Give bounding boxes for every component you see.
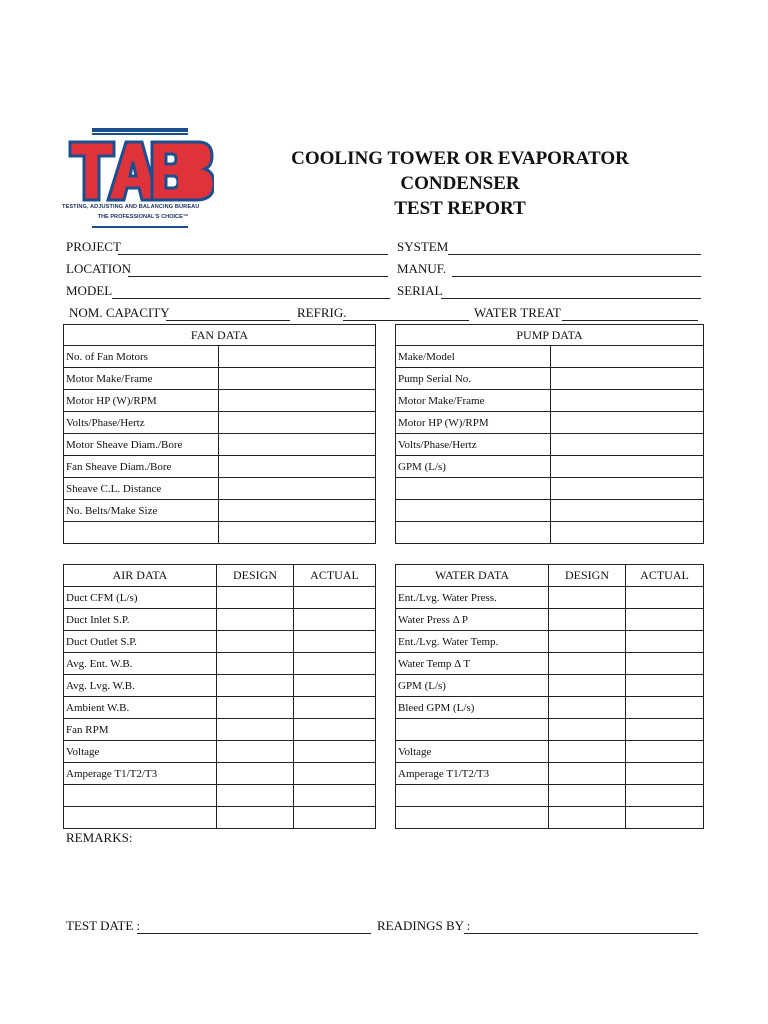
air-data-actual-value[interactable]: [294, 807, 376, 829]
system-label: SYSTEM: [397, 239, 449, 254]
air-data-row-label: Voltage: [64, 741, 217, 763]
fan-data-row-label: Motor Sheave Diam./Bore: [64, 434, 219, 456]
fan-data-row-value[interactable]: [219, 500, 376, 522]
pump-data-row-label: [396, 522, 551, 544]
pump-data-row-label: Motor HP (W)/RPM: [396, 412, 551, 434]
pump-data-row-label: Volts/Phase/Hertz: [396, 434, 551, 456]
pump-data-row: [396, 346, 704, 368]
water-data-actual-value[interactable]: [626, 697, 704, 719]
fan-data-row-value[interactable]: [219, 456, 376, 478]
fan-data-table: [63, 324, 376, 544]
fan-data-row: [64, 434, 376, 456]
air-data-actual-value[interactable]: [294, 609, 376, 631]
air-design-header: DESIGN: [217, 565, 294, 587]
fan-data-row-label: [64, 522, 219, 544]
water-data-design-value[interactable]: [549, 763, 626, 785]
air-data-actual-value[interactable]: [294, 785, 376, 807]
air-data-row-label: [64, 807, 217, 829]
water-data-design-value[interactable]: [549, 609, 626, 631]
fan-data-row-value[interactable]: [219, 346, 376, 368]
water-data-row-label: [396, 807, 549, 829]
water-data-design-value[interactable]: [549, 653, 626, 675]
water-data-row: [396, 609, 704, 631]
water-data-row: [396, 653, 704, 675]
water-data-title: WATER DATA: [396, 565, 549, 587]
fan-data-row: [64, 500, 376, 522]
water-data-design-value[interactable]: [549, 631, 626, 653]
pump-data-row: [396, 478, 704, 500]
fan-data-row: [64, 478, 376, 500]
water-data-actual-value[interactable]: [626, 631, 704, 653]
air-data-actual-value[interactable]: [294, 631, 376, 653]
fan-data-row: [64, 346, 376, 368]
water-data-row: [396, 807, 704, 829]
water-data-row-label: Ent./Lvg. Water Temp.: [396, 631, 549, 653]
air-data-title: AIR DATA: [64, 565, 217, 587]
pump-data-row: [396, 368, 704, 390]
title-line-3: TEST REPORT: [394, 198, 526, 219]
pump-data-row-label: GPM (L/s): [396, 456, 551, 478]
air-data-design-value[interactable]: [217, 609, 294, 631]
refrig-field[interactable]: [343, 320, 469, 321]
water-data-row: [396, 741, 704, 763]
air-data-row-label: Amperage T1/T2/T3: [64, 763, 217, 785]
pump-data-row: [396, 434, 704, 456]
air-data-actual-value[interactable]: [294, 741, 376, 763]
pump-data-row-label: Pump Serial No.: [396, 368, 551, 390]
pump-data-row-value[interactable]: [551, 456, 704, 478]
air-data-design-value[interactable]: [217, 785, 294, 807]
water-data-design-value[interactable]: [549, 785, 626, 807]
fan-data-row-label: Motor HP (W)/RPM: [64, 390, 219, 412]
air-data-row-label: Duct Outlet S.P.: [64, 631, 217, 653]
manuf-field[interactable]: [452, 276, 701, 277]
water-data-row: [396, 719, 704, 741]
fan-data-row-label: Volts/Phase/Hertz: [64, 412, 219, 434]
air-data-design-value[interactable]: [217, 741, 294, 763]
pump-data-row-label: [396, 500, 551, 522]
air-data-row: [64, 653, 376, 675]
water-data-actual-value[interactable]: [626, 719, 704, 741]
pump-data-row: [396, 390, 704, 412]
logo-top-bar: [92, 128, 188, 132]
fan-data-row: [64, 522, 376, 544]
air-data-design-value[interactable]: [217, 763, 294, 785]
fan-data-row: [64, 412, 376, 434]
air-data-design-value[interactable]: [217, 719, 294, 741]
air-data-actual-value[interactable]: [294, 675, 376, 697]
water-data-row-label: [396, 719, 549, 741]
water-data-actual-value[interactable]: [626, 653, 704, 675]
water-data-row: [396, 631, 704, 653]
logo-bottom-bar: [92, 226, 188, 228]
location-field[interactable]: [128, 276, 388, 277]
pump-data-row-label: Motor Make/Frame: [396, 390, 551, 412]
fan-data-row-label: Motor Make/Frame: [64, 368, 219, 390]
nom-capacity-field[interactable]: [166, 320, 290, 321]
water-treat-label: WATER TREAT: [474, 305, 561, 320]
refrig-label: REFRIG.: [297, 305, 347, 320]
pump-data-row: [396, 500, 704, 522]
water-data-row-label: GPM (L/s): [396, 675, 549, 697]
air-data-row: [64, 807, 376, 829]
water-data-row: [396, 697, 704, 719]
pump-data-row-label: Make/Model: [396, 346, 551, 368]
water-data-design-value[interactable]: [549, 675, 626, 697]
logo-tagline: THE PROFESSIONAL'S CHOICE™: [97, 214, 189, 220]
water-data-actual-value[interactable]: [626, 609, 704, 631]
water-data-design-value[interactable]: [549, 741, 626, 763]
air-data-actual-value[interactable]: [294, 719, 376, 741]
fan-data-row-value[interactable]: [219, 522, 376, 544]
pump-data-row-value[interactable]: [551, 434, 704, 456]
project-label: PROJECT: [66, 239, 121, 254]
air-data-row-label: Avg. Lvg. W.B.: [64, 675, 217, 697]
water-data-row: [396, 763, 704, 785]
report-title: [250, 146, 670, 221]
fan-data-row: [64, 368, 376, 390]
test-date-field[interactable]: [137, 933, 371, 934]
nom-capacity-label: NOM. CAPACITY: [69, 305, 170, 320]
water-data-actual-value[interactable]: [626, 807, 704, 829]
air-data-row: [64, 675, 376, 697]
serial-label: SERIAL: [397, 283, 443, 298]
water-data-actual-value[interactable]: [626, 741, 704, 763]
water-data-actual-value[interactable]: [626, 587, 704, 609]
pump-data-row-value[interactable]: [551, 412, 704, 434]
pump-data-row: [396, 456, 704, 478]
pump-data-row-value[interactable]: [551, 368, 704, 390]
fan-data-title: FAN DATA: [64, 325, 376, 346]
water-design-header: DESIGN: [549, 565, 626, 587]
air-data-row: [64, 763, 376, 785]
water-data-row: [396, 587, 704, 609]
water-treat-field[interactable]: [562, 320, 698, 321]
title-line-1: COOLING TOWER OR EVAPORATOR: [291, 148, 629, 169]
fan-data-row-label: Sheave C.L. Distance: [64, 478, 219, 500]
pump-data-row-value[interactable]: [551, 390, 704, 412]
test-date-label: TEST DATE :: [66, 918, 141, 933]
air-data-row-label: Avg. Ent. W.B.: [64, 653, 217, 675]
water-data-row-label: Water Temp Δ T: [396, 653, 549, 675]
air-data-row-label: Ambient W.B.: [64, 697, 217, 719]
fan-data-row-value[interactable]: [219, 434, 376, 456]
air-data-actual-value[interactable]: [294, 763, 376, 785]
fan-data-row-label: Fan Sheave Diam./Bore: [64, 456, 219, 478]
water-data-design-value[interactable]: [549, 807, 626, 829]
water-data-row-label: Water Press Δ P: [396, 609, 549, 631]
fan-data-row: [64, 456, 376, 478]
air-data-row-label: [64, 785, 217, 807]
air-data-row: [64, 719, 376, 741]
remarks-area[interactable]: [66, 848, 702, 908]
pump-data-row: [396, 522, 704, 544]
air-data-row: [64, 631, 376, 653]
fan-data-row-label: No. Belts/Make Size: [64, 500, 219, 522]
title-line-2: CONDENSER: [400, 173, 520, 194]
logo-top-bar-thin: [92, 133, 188, 135]
air-data-row-label: Fan RPM: [64, 719, 217, 741]
model-label: MODEL: [66, 283, 113, 298]
air-data-design-value[interactable]: [217, 675, 294, 697]
water-data-row-label: Voltage: [396, 741, 549, 763]
water-data-row-label: Ent./Lvg. Water Press.: [396, 587, 549, 609]
pump-data-table: [395, 324, 704, 544]
air-data-row-label: Duct Inlet S.P.: [64, 609, 217, 631]
system-field[interactable]: [448, 254, 701, 255]
water-data-row-label: Bleed GPM (L/s): [396, 697, 549, 719]
readings-by-field[interactable]: [464, 933, 698, 934]
pump-data-row-value[interactable]: [551, 346, 704, 368]
air-data-design-value[interactable]: [217, 697, 294, 719]
remarks-label: REMARKS:: [66, 830, 133, 845]
pump-data-row-value[interactable]: [551, 522, 704, 544]
fan-data-row-value[interactable]: [219, 478, 376, 500]
fan-data-row-label: No. of Fan Motors: [64, 346, 219, 368]
location-label: LOCATION: [66, 261, 131, 276]
pump-data-row-value[interactable]: [551, 478, 704, 500]
fan-data-row: [64, 390, 376, 412]
air-data-row: [64, 741, 376, 763]
air-data-row: [64, 697, 376, 719]
water-data-table: [395, 564, 704, 829]
air-data-actual-value[interactable]: [294, 653, 376, 675]
water-data-row: [396, 675, 704, 697]
tabb-logo: [62, 126, 222, 236]
pump-data-title: PUMP DATA: [396, 325, 704, 346]
readings-by-label: READINGS BY :: [377, 918, 471, 933]
air-data-row: [64, 785, 376, 807]
water-actual-header: ACTUAL: [626, 565, 704, 587]
model-field[interactable]: [112, 298, 390, 299]
water-data-design-value[interactable]: [549, 697, 626, 719]
air-data-design-value[interactable]: [217, 653, 294, 675]
water-data-actual-value[interactable]: [626, 763, 704, 785]
air-data-design-value[interactable]: [217, 807, 294, 829]
water-data-design-value[interactable]: [549, 719, 626, 741]
water-data-actual-value[interactable]: [626, 675, 704, 697]
serial-field[interactable]: [441, 298, 701, 299]
water-data-row-label: Amperage T1/T2/T3: [396, 763, 549, 785]
water-data-actual-value[interactable]: [626, 785, 704, 807]
pump-data-row: [396, 412, 704, 434]
air-data-row: [64, 587, 376, 609]
air-actual-header: ACTUAL: [294, 565, 376, 587]
air-data-table: [63, 564, 376, 829]
manuf-label: MANUF.: [397, 261, 447, 276]
water-data-design-value[interactable]: [549, 587, 626, 609]
air-data-actual-value[interactable]: [294, 587, 376, 609]
air-data-actual-value[interactable]: [294, 697, 376, 719]
air-data-row: [64, 609, 376, 631]
air-data-design-value[interactable]: [217, 587, 294, 609]
water-data-row-label: [396, 785, 549, 807]
fan-data-row-value[interactable]: [219, 368, 376, 390]
air-data-row-label: Duct CFM (L/s): [64, 587, 217, 609]
fan-data-row-value[interactable]: [219, 390, 376, 412]
pump-data-row-value[interactable]: [551, 500, 704, 522]
project-field[interactable]: [118, 254, 388, 255]
logo-bureau-text: TESTING, ADJUSTING AND BALANCING BUREAU: [62, 204, 200, 210]
fan-data-row-value[interactable]: [219, 412, 376, 434]
logo-letters-graphic: [68, 136, 214, 202]
pump-data-row-label: [396, 478, 551, 500]
water-data-row: [396, 785, 704, 807]
air-data-design-value[interactable]: [217, 631, 294, 653]
